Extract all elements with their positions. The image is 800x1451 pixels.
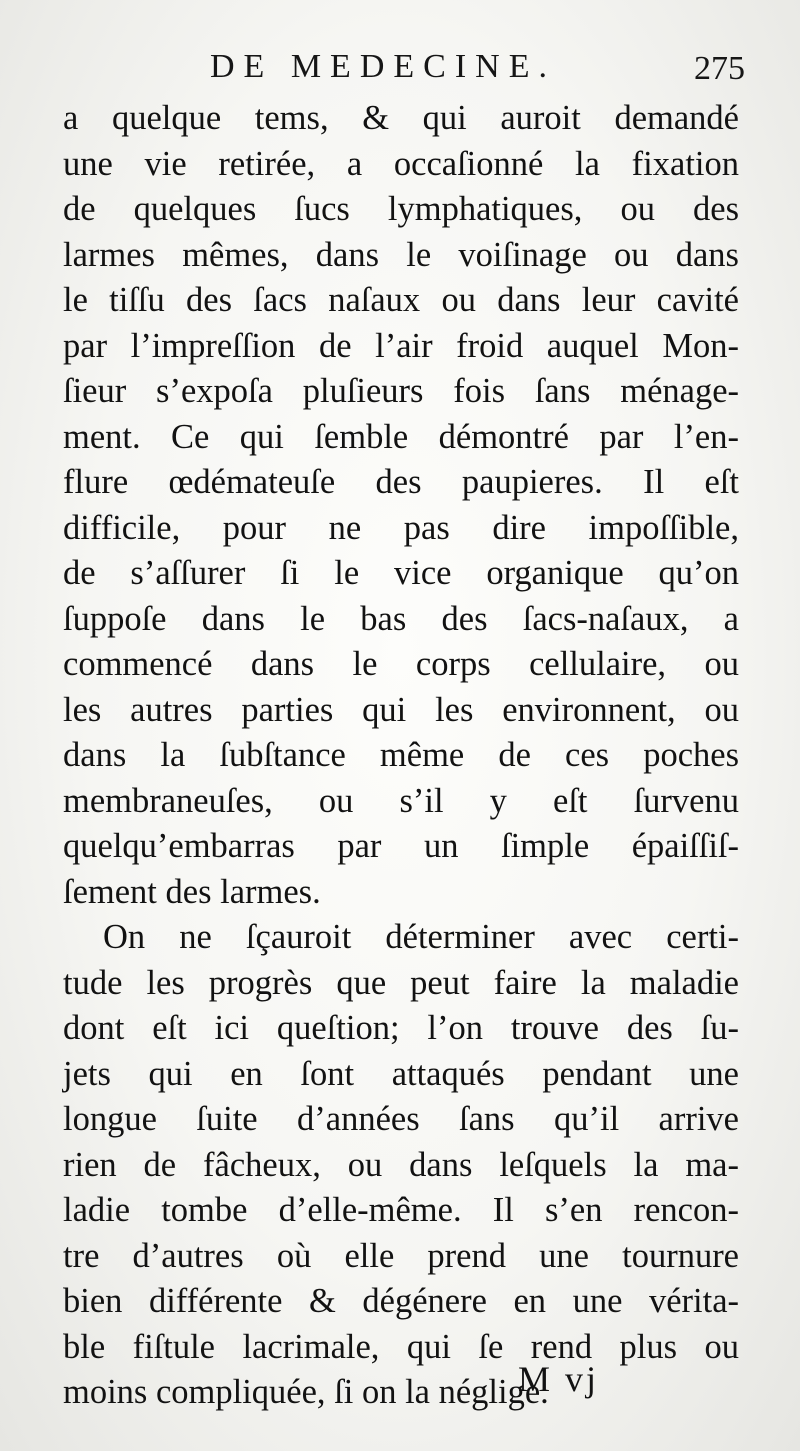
- body-text: [63, 96, 739, 1416]
- running-head: DE MEDECINE.: [210, 48, 556, 85]
- text-line: difficile, pour ne pas dire impoſſible,: [63, 508, 739, 547]
- text-line: ladie tombe d’elle-même. Il s’en rencon-: [63, 1191, 739, 1229]
- text-line: tre d’autres où elle prend une tournure: [63, 1236, 739, 1275]
- text-line: tude les progrès que peut faire la maladie: [63, 963, 739, 1002]
- text-line: longue ſuite d’années ſans qu’il arrive: [63, 1100, 739, 1138]
- text-line: de s’aſſurer ſi le vice organique qu’on: [63, 554, 739, 592]
- text-line: ſuppoſe dans le bas des ſacs-naſaux, a: [63, 599, 739, 638]
- page-number: 275: [694, 50, 745, 87]
- text-line: une vie retirée, a occaſionné la fixation: [63, 144, 739, 183]
- text-line: dont eſt ici queſtion; l’on trouve des ſu-: [63, 1009, 739, 1047]
- text-line: ſement des larmes.: [63, 872, 321, 911]
- text-line: quelqu’embarras par un ſimple épaiſſiſ-: [63, 827, 739, 865]
- text-line: dans la ſubſtance même de ces poches: [63, 736, 739, 774]
- text-line: ment. Ce qui ſemble démontré par l’en-: [63, 417, 739, 456]
- text-line: moins compliquée, ſi on la néglige.: [63, 1373, 549, 1411]
- signature-mark: M vj: [518, 1359, 600, 1399]
- text-line: le tiſſu des ſacs naſaux ou dans leur cavité: [63, 281, 739, 319]
- text-line: larmes mêmes, dans le voiſinage ou dans: [63, 235, 739, 274]
- text-line: rien de fâcheux, ou dans leſquels la ma-: [63, 1145, 739, 1184]
- text-line: jets qui en ſont attaqués pendant une: [63, 1054, 739, 1093]
- text-line: ble fiſtule lacrimale, qui ſe rend plus ou: [63, 1327, 739, 1366]
- text-line: On ne ſçauroit déterminer avec certi-: [103, 918, 739, 956]
- paragraph-2: [63, 915, 739, 1416]
- page-header: [60, 48, 745, 98]
- text-line: les autres parties qui les environnent, ou: [63, 690, 739, 729]
- paragraph-1: [63, 96, 739, 915]
- text-line: a quelque tems, & qui auroit demandé: [63, 99, 739, 137]
- text-line: par l’impreſſion de l’air froid auquel Mon-: [63, 326, 739, 365]
- text-line: ſieur s’expoſa pluſieurs fois ſans ménage-: [63, 372, 739, 410]
- text-line: bien différente & dégénere en une vérita-: [63, 1282, 739, 1320]
- text-line: flure œdémateuſe des paupieres. Il eſt: [63, 463, 739, 501]
- text-line: de quelques ſucs lymphatiques, ou des: [63, 190, 739, 228]
- text-line: commencé dans le corps cellulaire, ou: [63, 645, 739, 683]
- text-line: membraneuſes, ou s’il y eſt ſurvenu: [63, 781, 739, 820]
